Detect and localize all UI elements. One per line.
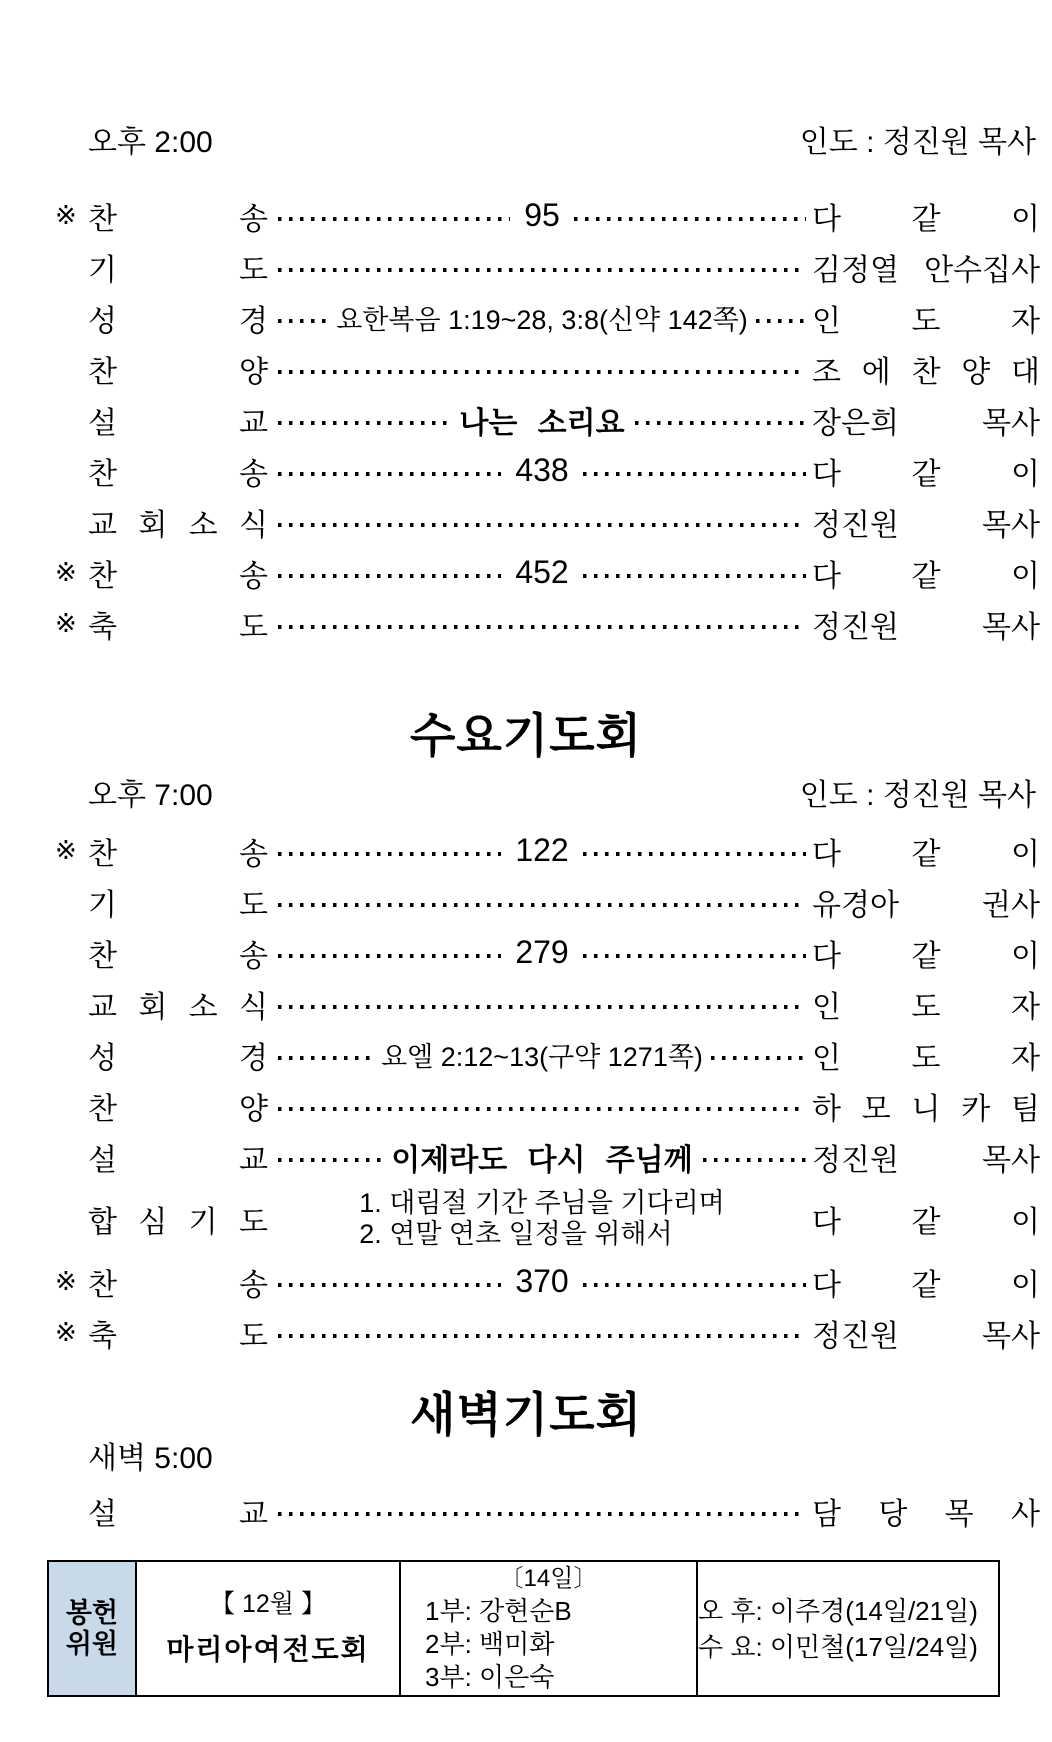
order-item-name: 다 같 이 [812, 457, 1040, 491]
service-section [0, 1390, 1052, 1536]
dot-leader [278, 217, 510, 221]
leader-dots-area [278, 832, 806, 869]
reference-mark: ※ [55, 200, 77, 230]
order-row [0, 547, 1052, 598]
order-row [0, 1256, 1052, 1307]
order-item-label: 찬 송 [88, 939, 268, 973]
order-item-label: 찬 송 [88, 202, 268, 236]
weekly-duty-cell [697, 1561, 999, 1696]
hymn-number: 438 [515, 452, 569, 488]
leader-dots-area [278, 1135, 806, 1179]
dot-leader [278, 1107, 806, 1111]
dot-leader [278, 625, 806, 629]
dot-leader [278, 954, 501, 958]
order-row [0, 1182, 1052, 1256]
order-item-name: 유경아 권사 [812, 888, 1040, 922]
prayer-topic-line: 1. 대림절 기간 주님을 기다리며 [359, 1188, 725, 1218]
order-item-name: 인 도 자 [812, 1041, 1040, 1075]
order-item-label: 기 도 [88, 888, 268, 922]
hymn-number: 279 [515, 934, 569, 970]
dot-leader [278, 319, 328, 323]
donation-label-line: 위원 [65, 1628, 119, 1659]
dot-leader [278, 1005, 806, 1009]
leader-dots-area [278, 1509, 806, 1513]
reference-mark: ※ [55, 557, 77, 587]
service-leader: 인도 : 정진원 목사 [799, 779, 1036, 812]
order-row [0, 394, 1052, 445]
prayer-topic-line: 2. 연말 연초 일정을 위해서 [359, 1219, 673, 1249]
part-assignment: 2부: 백미화 [425, 1629, 555, 1659]
dot-leader [711, 1056, 806, 1060]
dot-leader [278, 852, 501, 856]
dot-leader [574, 217, 806, 221]
order-item-name: 인 도 자 [812, 990, 1040, 1024]
order-item-label: 찬 송 [88, 457, 268, 491]
hymn-number: 95 [524, 197, 560, 233]
order-row [0, 1080, 1052, 1131]
worship-sections [0, 126, 1052, 1536]
duty-assignment: 수 요: 이민철(17일/24일) [698, 1631, 978, 1662]
order-item-label: 교 회 소 식 [88, 508, 268, 542]
service-section [0, 126, 1052, 649]
leader-dots-area [278, 520, 806, 524]
sermon-title: 나는 소리요 [459, 406, 625, 440]
order-row [0, 825, 1052, 876]
leader-dots-area [278, 1188, 806, 1250]
order-item-label: 기 도 [88, 253, 268, 287]
prayer-topics [359, 1188, 725, 1250]
time-leader-row [0, 779, 1052, 813]
order-row [0, 876, 1052, 927]
leader-dots-area [278, 622, 806, 626]
hymn-number: 370 [515, 1263, 569, 1299]
dot-leader [278, 903, 806, 907]
order-row [0, 978, 1052, 1029]
leader-dots-area [278, 298, 806, 337]
order-row [0, 927, 1052, 978]
dot-leader [278, 370, 806, 374]
dot-leader [583, 954, 806, 958]
dot-leader [583, 1283, 806, 1287]
order-item-label: 설 교 [88, 406, 268, 440]
order-item-name: 조 에 찬 양 대 [812, 355, 1040, 389]
leader-dots-area [278, 1035, 806, 1074]
order-item-name: 인 도 자 [812, 304, 1040, 338]
order-item-label: 설 교 [88, 1497, 268, 1531]
order-item-name: 김정열 안수집사 [812, 253, 1040, 287]
table-row [48, 1561, 999, 1696]
order-row [0, 445, 1052, 496]
leader-dots-area [278, 1002, 806, 1006]
leader-dots-area [278, 934, 806, 971]
order-row [0, 343, 1052, 394]
order-item-label: 축 도 [88, 610, 268, 644]
service-leader: 인도 : 정진원 목사 [799, 126, 1036, 159]
sermon-title: 이제라도 다시 주님께 [391, 1143, 693, 1177]
time-leader-row [0, 1442, 1052, 1476]
leader-dots-area [278, 197, 806, 234]
reference-mark: ※ [55, 608, 77, 638]
dot-leader [583, 574, 806, 578]
reference-mark: ※ [55, 835, 77, 865]
order-row [0, 1131, 1052, 1182]
dot-leader [278, 268, 806, 272]
order-row [0, 1485, 1052, 1536]
order-row [0, 598, 1052, 649]
order-item-name: 다 같 이 [812, 1206, 1040, 1239]
order-row [0, 1029, 1052, 1080]
leader-dots-area [278, 398, 806, 442]
dot-leader [278, 1056, 373, 1060]
order-row [0, 292, 1052, 343]
order-rows [0, 190, 1052, 649]
leader-dots-area [278, 900, 806, 904]
order-item-label: 합 심 기 도 [88, 1206, 268, 1239]
dot-leader [278, 472, 501, 476]
dot-leader [583, 472, 806, 476]
order-item-name: 다 같 이 [812, 1268, 1040, 1302]
dot-leader [278, 1512, 806, 1516]
order-rows [0, 825, 1052, 1358]
part-assignment: 3부: 이은숙 [425, 1662, 555, 1692]
order-row [0, 241, 1052, 292]
order-item-name: 장은희 목사 [812, 406, 1040, 440]
month-label: 【 12월 】 [210, 1590, 326, 1618]
service-time: 오후 7:00 [88, 779, 213, 812]
date-label: 〔14일〕 [499, 1565, 598, 1592]
dot-leader [278, 421, 449, 425]
order-item-name: 담 당 목 사 [812, 1497, 1040, 1531]
part-assignment: 1부: 강현순B [425, 1596, 572, 1626]
dot-leader [583, 852, 806, 856]
leader-dots-area [278, 1331, 806, 1335]
order-item-label: 성 경 [88, 1041, 268, 1075]
leader-dots-area [278, 265, 806, 269]
donation-label-line: 봉헌 [65, 1597, 119, 1628]
order-item-name: 정진원 목사 [812, 610, 1040, 644]
leader-dots-area [278, 1263, 806, 1300]
order-item-name: 다 같 이 [812, 202, 1040, 236]
service-section [0, 711, 1052, 1358]
leader-dots-area [278, 452, 806, 489]
order-rows [0, 1485, 1052, 1536]
dot-leader [635, 421, 806, 425]
order-item-label: 축 도 [88, 1319, 268, 1353]
order-item-name: 정진원 목사 [812, 508, 1040, 542]
dot-leader [278, 1283, 501, 1287]
dot-leader [278, 1334, 806, 1338]
order-row [0, 1307, 1052, 1358]
month-group-cell [136, 1561, 400, 1696]
order-item-name: 하 모 니 카 팀 [812, 1092, 1040, 1126]
leader-dots-area [278, 1104, 806, 1108]
order-item-label: 성 경 [88, 304, 268, 338]
order-item-name: 다 같 이 [812, 939, 1040, 973]
order-row [0, 190, 1052, 241]
order-item-label: 찬 양 [88, 355, 268, 389]
section-heading: 수요기도회 [409, 709, 642, 762]
order-item-name: 정진원 목사 [812, 1319, 1040, 1353]
dot-leader [756, 319, 806, 323]
group-name: 마리아여전도회 [166, 1634, 370, 1665]
order-item-name: 다 같 이 [812, 837, 1040, 871]
order-item-name: 다 같 이 [812, 559, 1040, 593]
hymn-number: 122 [515, 832, 569, 868]
order-item-label: 찬 양 [88, 1092, 268, 1126]
hymn-number: 452 [515, 554, 569, 590]
donation-label-cell [48, 1561, 136, 1696]
section-heading: 새벽기도회 [409, 1388, 642, 1441]
order-item-label: 찬 송 [88, 559, 268, 593]
order-item-label: 설 교 [88, 1143, 268, 1177]
time-leader-row [0, 126, 1052, 160]
duty-assignment: 오 후: 이주경(14일/21일) [698, 1595, 978, 1626]
leader-dots-area [278, 554, 806, 591]
donation-committee-table [47, 1560, 1000, 1697]
service-parts-cell [400, 1561, 697, 1696]
service-time: 새벽 5:00 [88, 1442, 213, 1475]
dot-leader [278, 1158, 381, 1162]
order-item-label: 찬 송 [88, 837, 268, 871]
dot-leader [278, 523, 806, 527]
reference-mark: ※ [55, 1266, 77, 1296]
leader-dots-area [278, 367, 806, 371]
dot-leader [278, 574, 501, 578]
service-time: 오후 2:00 [88, 126, 213, 159]
order-row [0, 496, 1052, 547]
scripture-reference: 요엘 2:12~13(구약 1271쪽) [381, 1042, 703, 1072]
order-item-name: 정진원 목사 [812, 1143, 1040, 1177]
scripture-reference: 요한복음 1:19~28, 3:8(신약 142쪽) [336, 305, 748, 335]
reference-mark: ※ [55, 1317, 77, 1347]
dot-leader [703, 1158, 806, 1162]
order-item-label: 찬 송 [88, 1268, 268, 1302]
order-item-label: 교 회 소 식 [88, 990, 268, 1024]
